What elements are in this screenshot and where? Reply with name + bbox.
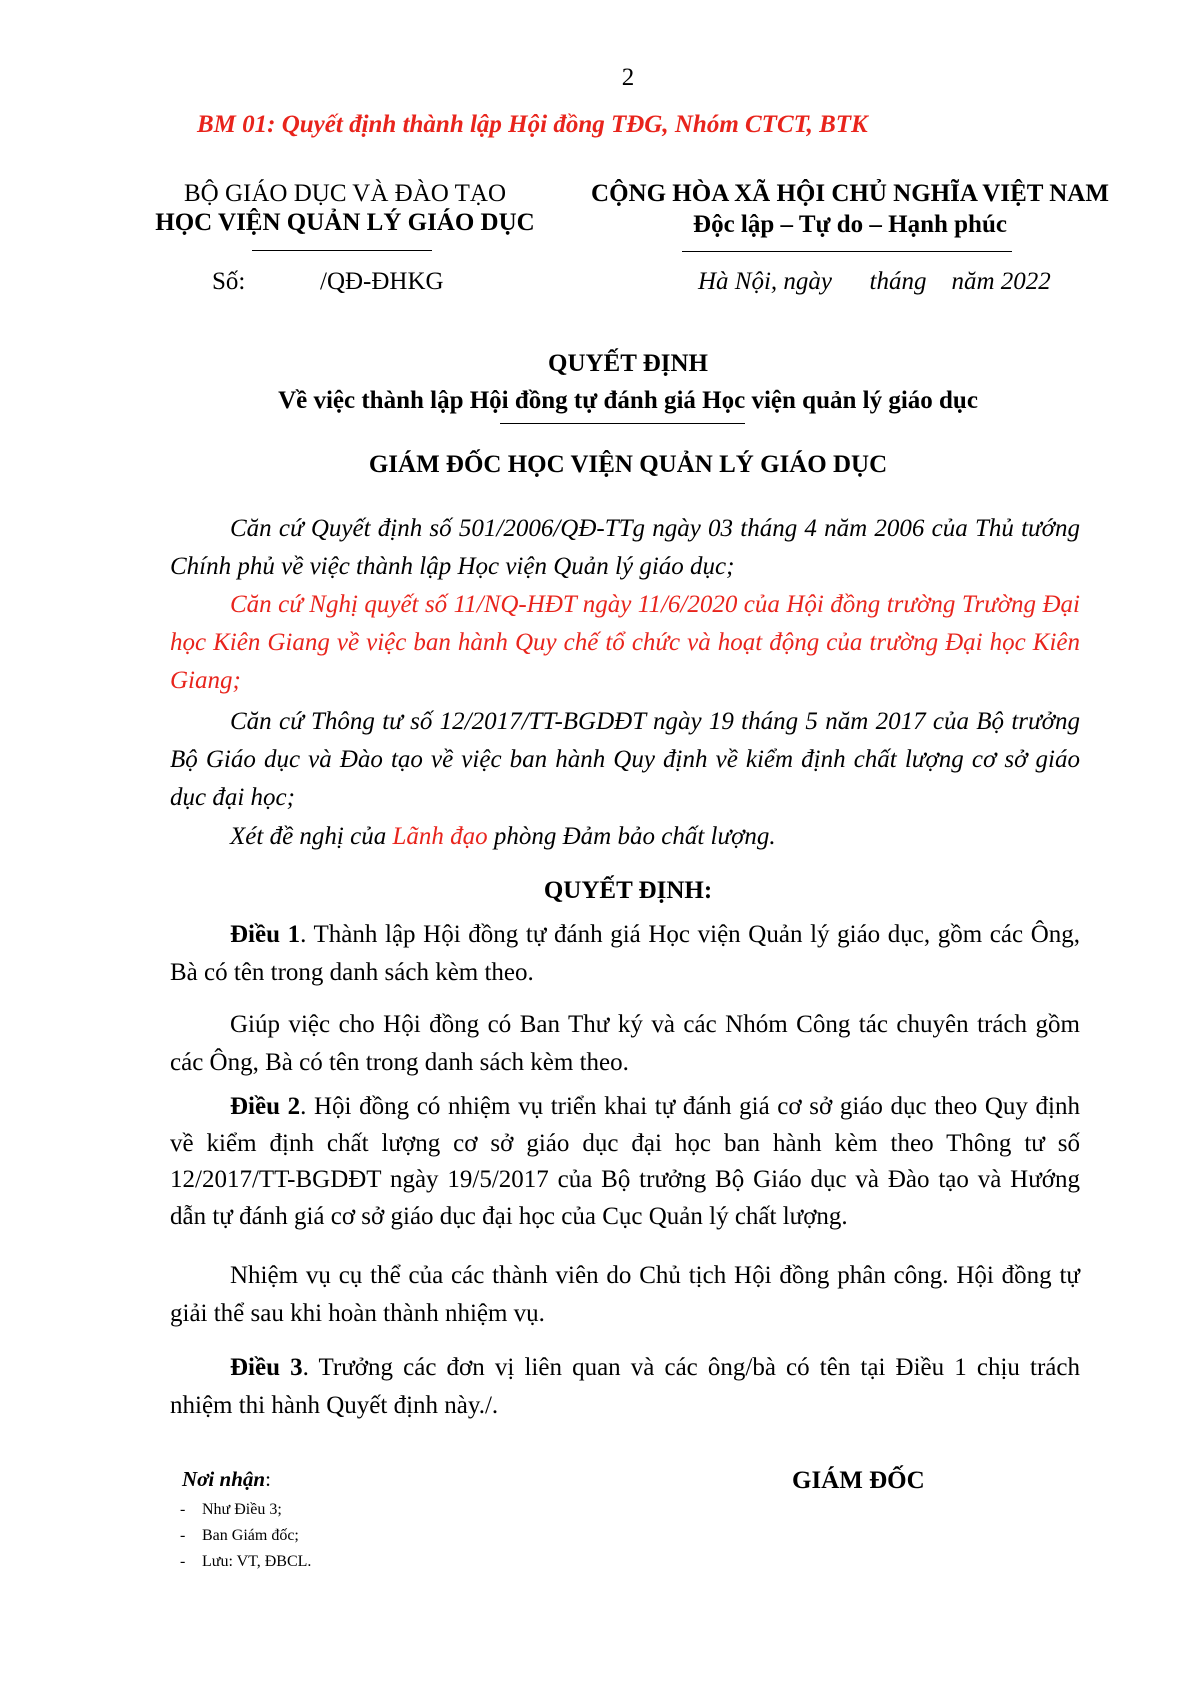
signer-title: GIÁM ĐỐC	[792, 1467, 925, 1494]
article-1	[170, 916, 1080, 992]
basis-2: Căn cứ Nghị quyết số 11/NQ-HĐT ngày 11/6/2020 của Hội đồng trường Trường Đại học Kiên Giang về việc ban hành Quy chế tổ chức và hoạt động của trường Đại học Kiên Giang;	[170, 591, 1080, 694]
article-2-duties: Nhiệm vụ cụ thể của các thành viên do Chủ tịch Hội đồng phân công. Hội đồng tự giải thể sau khi hoàn thành nhiệm vụ.	[170, 1262, 1080, 1327]
article-2-label: Điều 2	[230, 1093, 301, 1120]
document-subject: Về việc thành lập Hội đồng tự đánh giá Học viện quản lý giáo dục	[278, 387, 978, 414]
left-header-underline	[252, 250, 432, 251]
ministry-name: BỘ GIÁO DỤC VÀ ĐÀO TẠO	[184, 180, 506, 207]
article-2	[170, 1089, 1080, 1235]
basis-proposal-highlight: Lãnh đạo	[392, 823, 488, 850]
article-3-text: . Trưởng các đơn vị liên quan và các ông/bà có tên tại Điều 1 chịu trách nhiệm thi hành Quyết định này./.	[170, 1354, 1081, 1419]
national-motto: Độc lập – Tự do – Hạnh phúc	[693, 211, 1007, 238]
document-type: QUYẾT ĐỊNH	[548, 350, 708, 377]
recipients-title	[182, 1467, 271, 1492]
recipient-item: - Ban Giám đốc;	[180, 1523, 311, 1549]
decide-heading: QUYẾT ĐỊNH:	[543, 877, 713, 904]
date-line: Hà Nội, ngày tháng năm 2022	[698, 268, 1051, 295]
basis-1: Căn cứ Quyết định số 501/2006/QĐ-TTg ngày 03 tháng 4 năm 2006 của Thủ tướng Chính phủ về việc thành lập Học viện Quản lý giáo dục;	[170, 515, 1080, 580]
right-header-underline	[682, 251, 1012, 252]
issuing-authority: GIÁM ĐỐC HỌC VIỆN QUẢN LÝ GIÁO DỤC	[368, 451, 888, 478]
article-3-label: Điều 3	[230, 1354, 303, 1381]
subject-underline	[500, 423, 745, 424]
number-label: Số:	[212, 268, 246, 295]
article-1-secretariat: Giúp việc cho Hội đồng có Ban Thư ký và các Nhóm Công tác chuyên trách gồm các Ông, Bà có tên trong danh sách kèm theo.	[170, 1011, 1080, 1076]
recipient-item: - Như Điều 3;	[180, 1497, 311, 1523]
form-heading: BM 01: Quyết định thành lập Hội đồng TĐG, Nhóm CTCT, BTK	[197, 111, 868, 138]
institution-name: HỌC VIỆN QUẢN LÝ GIÁO DỤC	[155, 209, 535, 236]
recipients-title-label: Nơi nhận	[182, 1467, 266, 1491]
recipients-list	[180, 1497, 311, 1575]
recipients-title-colon: :	[265, 1467, 271, 1491]
article-1-label: Điều 1	[230, 921, 301, 948]
basis-3: Căn cứ Thông tư số 12/2017/TT-BGDĐT ngày 19 tháng 5 năm 2017 của Bộ trưởng Bộ Giáo dục và Đào tạo về việc ban hành Quy định về kiểm định chất lượng cơ sở giáo dục đại học;	[170, 708, 1080, 811]
country-name: CỘNG HÒA XÃ HỘI CHỦ NGHĨA VIỆT NAM	[591, 180, 1109, 207]
basis-proposal-before: Xét đề nghị của	[230, 823, 393, 850]
basis-proposal-after: phòng Đảm bảo chất lượng.	[487, 823, 776, 850]
article-2-text: . Hội đồng có nhiệm vụ triển khai tự đánh giá cơ sở giáo dục theo Quy định về kiểm định chất lượng cơ sở giáo dục đại học ban hành kèm theo Thông tư số 12/2017/TT-BGDĐT ngày 19/5/2017 của Bộ trưởng Bộ Giáo dục và Đào tạo và Hướng dẫn tự đánh giá cơ sở giáo dục đại học của Cục Quản lý chất lượng.	[170, 1093, 1080, 1230]
article-3	[170, 1349, 1080, 1425]
recipient-item: - Lưu: VT, ĐBCL.	[180, 1549, 311, 1575]
page-number: 2	[621, 64, 635, 91]
basis-proposal	[170, 818, 1080, 856]
number-code: /QĐ-ĐHKG	[320, 268, 444, 295]
article-1-text: . Thành lập Hội đồng tự đánh giá Học viện Quản lý giáo dục, gồm các Ông, Bà có tên trong danh sách kèm theo.	[170, 921, 1081, 986]
